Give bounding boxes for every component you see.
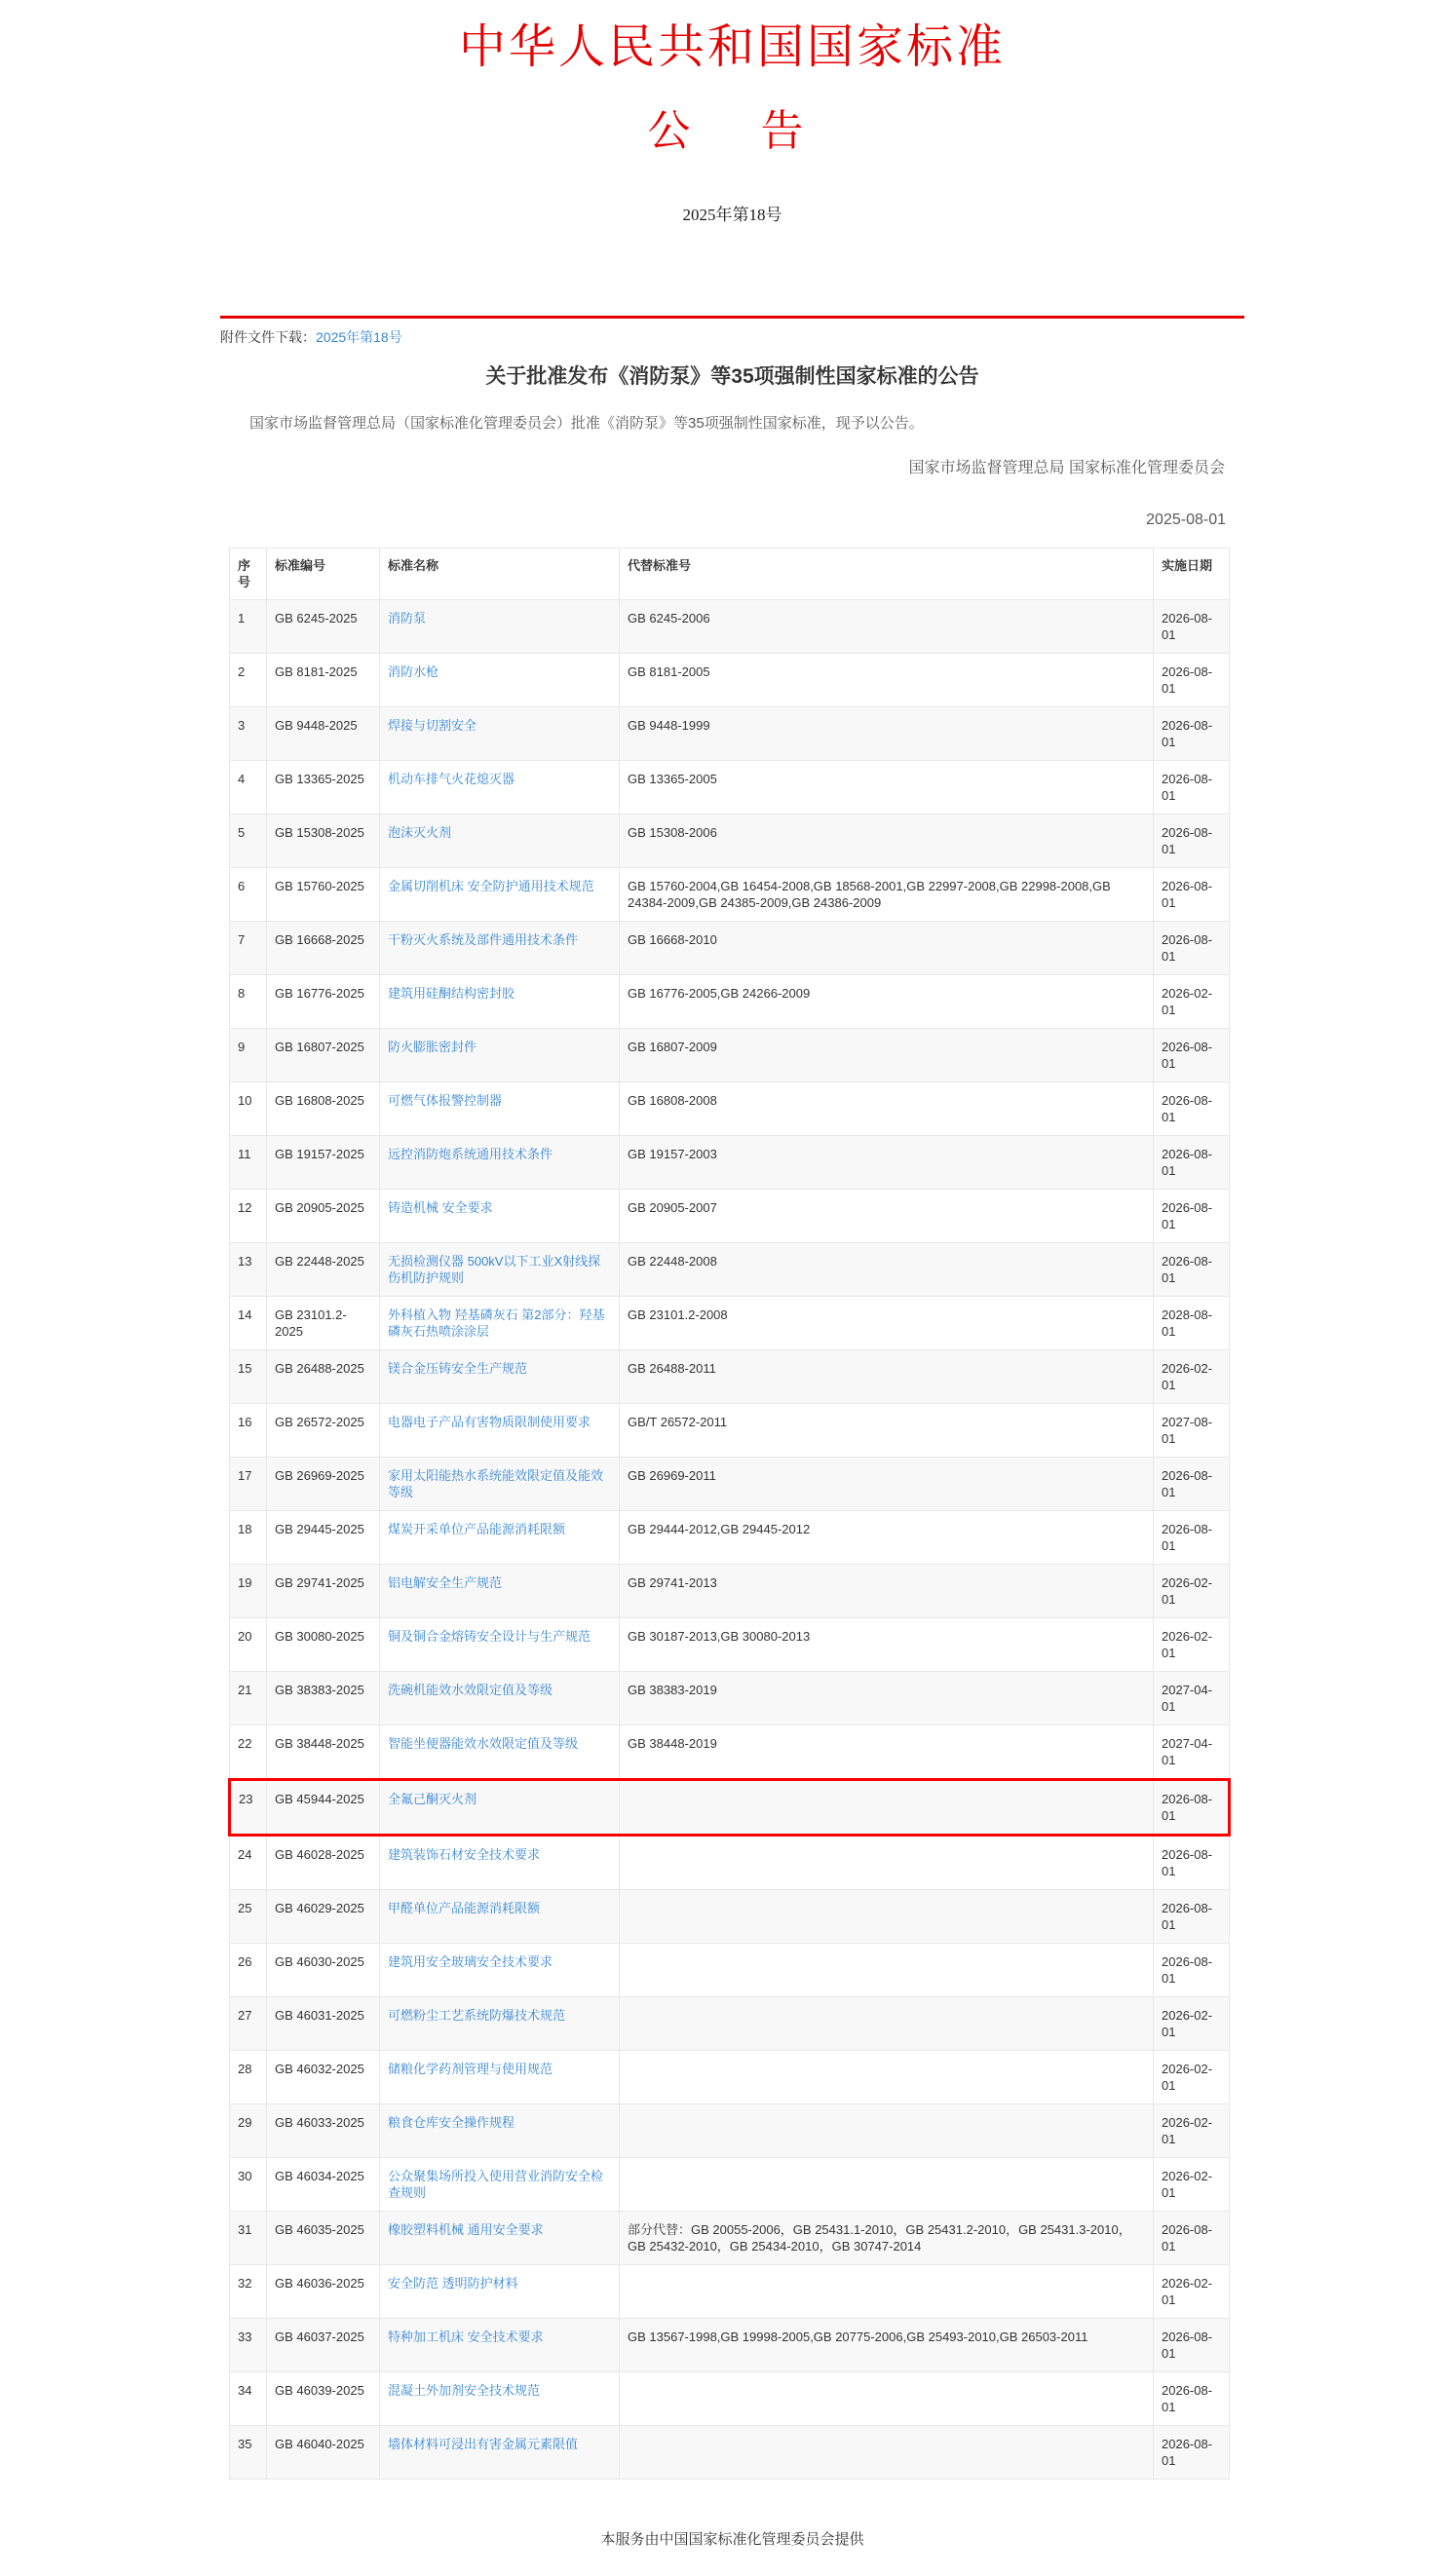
row-seq-cell: 18: [230, 1511, 267, 1565]
row-date-cell: 2026-08-01: [1154, 2319, 1230, 2372]
row-replaced-cell: GB 26969-2011: [620, 1458, 1154, 1511]
row-seq-cell: 3: [230, 707, 267, 761]
row-seq-cell: 24: [230, 1836, 267, 1890]
row-code-cell: GB 46039-2025: [267, 2372, 380, 2426]
row-seq-cell: 23: [230, 1780, 267, 1836]
row-replaced-cell: [620, 1780, 1154, 1836]
row-replaced-cell: [620, 1890, 1154, 1944]
standard-name-link[interactable]: 混凝土外加剂安全技术规范: [388, 2383, 541, 2398]
row-seq-cell: 19: [230, 1565, 267, 1618]
row-date-cell: 2026-08-01: [1154, 600, 1230, 654]
row-code-cell: GB 20905-2025: [267, 1190, 380, 1243]
row-seq-cell: 10: [230, 1082, 267, 1136]
row-code-cell: GB 38383-2025: [267, 1672, 380, 1725]
table-row: [230, 814, 1230, 868]
row-replaced-cell: GB 19157-2003: [620, 1136, 1154, 1190]
standard-name-link[interactable]: 煤炭开采单位产品能源消耗限额: [388, 1522, 566, 1536]
row-replaced-cell: [620, 2104, 1154, 2158]
row-name-cell: [380, 2212, 620, 2265]
table-header-row: [230, 549, 1230, 600]
table-row: [230, 1997, 1230, 2051]
standard-name-link[interactable]: 铜及铜合金熔铸安全设计与生产规范: [388, 1629, 591, 1644]
row-date-cell: 2026-02-01: [1154, 2051, 1230, 2104]
row-code-cell: GB 16668-2025: [267, 922, 380, 975]
row-name-cell: [380, 2265, 620, 2319]
attachment-download-label: 附件文件下载：: [220, 329, 316, 345]
table-row: [230, 2372, 1230, 2426]
row-date-cell: 2027-04-01: [1154, 1725, 1230, 1780]
row-name-cell: [380, 2051, 620, 2104]
standard-name-link[interactable]: 洗碗机能效水效限定值及等级: [388, 1683, 553, 1697]
row-code-cell: GB 46029-2025: [267, 1890, 380, 1944]
row-date-cell: 2026-08-01: [1154, 1029, 1230, 1082]
standard-name-link[interactable]: 防火膨胀密封件: [388, 1040, 477, 1054]
row-code-cell: GB 46037-2025: [267, 2319, 380, 2372]
standard-name-link[interactable]: 全氟己酮灭火剂: [388, 1792, 477, 1806]
table-row: [230, 975, 1230, 1029]
table-row: [230, 1944, 1230, 1997]
standard-name-link[interactable]: 储粮化学药剂管理与使用规范: [388, 2062, 553, 2076]
standard-name-link[interactable]: 消防泵: [388, 611, 427, 625]
standard-name-link[interactable]: 橡胶塑料机械 通用安全要求: [388, 2222, 544, 2237]
row-name-cell: [380, 1672, 620, 1725]
standard-name-link[interactable]: 干粉灭火系统及部件通用技术条件: [388, 932, 579, 947]
row-code-cell: GB 15308-2025: [267, 814, 380, 868]
row-date-cell: 2026-08-01: [1154, 761, 1230, 814]
row-name-cell: [380, 2426, 620, 2480]
row-seq-cell: 30: [230, 2158, 267, 2212]
table-row: [230, 2158, 1230, 2212]
row-replaced-cell: GB 29444-2012,GB 29445-2012: [620, 1511, 1154, 1565]
row-replaced-cell: [620, 2372, 1154, 2426]
row-seq-cell: 31: [230, 2212, 267, 2265]
row-name-cell: [380, 2372, 620, 2426]
standard-name-link[interactable]: 甲醛单位产品能源消耗限额: [388, 1901, 541, 1915]
row-date-cell: 2026-08-01: [1154, 2212, 1230, 2265]
table-row: [230, 654, 1230, 707]
row-seq-cell: 25: [230, 1890, 267, 1944]
table-row: [230, 1404, 1230, 1458]
row-code-cell: GB 45944-2025: [267, 1780, 380, 1836]
row-seq-cell: 32: [230, 2265, 267, 2319]
row-replaced-cell: [620, 2051, 1154, 2104]
row-replaced-cell: GB 23101.2-2008: [620, 1297, 1154, 1350]
issue-number: 2025年第18号: [682, 206, 782, 224]
row-code-cell: GB 8181-2025: [267, 654, 380, 707]
standard-name-link[interactable]: 智能坐便器能效水效限定值及等级: [388, 1736, 579, 1751]
announcement-title: 关于批准发布《消防泵》等35项强制性国家标准的公告: [485, 365, 979, 388]
red-divider: [220, 316, 1244, 319]
row-replaced-cell: [620, 2158, 1154, 2212]
table-row: [230, 2319, 1230, 2372]
row-seq-cell: 16: [230, 1404, 267, 1458]
row-code-cell: GB 16776-2025: [267, 975, 380, 1029]
row-replaced-cell: GB 13567-1998,GB 19998-2005,GB 20775-2006,GB 25493-2010,GB 26503-2011: [620, 2319, 1154, 2372]
standard-name-link[interactable]: 公众聚集场所投入使用营业消防安全检查规则: [388, 2169, 604, 2200]
standard-name-link[interactable]: 粮食仓库安全操作规程: [388, 2115, 515, 2130]
standard-name-link[interactable]: 可燃气体报警控制器: [388, 1093, 503, 1108]
table-row: [230, 1458, 1230, 1511]
table-row: [230, 1780, 1230, 1836]
row-date-cell: 2026-08-01: [1154, 1890, 1230, 1944]
row-seq-cell: 27: [230, 1997, 267, 2051]
row-replaced-cell: GB 15760-2004,GB 16454-2008,GB 18568-2001,GB 22997-2008,GB 22998-2008,GB 24384-2009,GB 24385-2009,GB 24386-2009: [620, 868, 1154, 922]
row-seq-cell: 11: [230, 1136, 267, 1190]
row-date-cell: 2026-02-01: [1154, 1997, 1230, 2051]
row-date-cell: 2026-08-01: [1154, 1836, 1230, 1890]
row-name-cell: [380, 2104, 620, 2158]
attachment-link[interactable]: 2025年第18号: [316, 329, 402, 345]
row-date-cell: 2026-08-01: [1154, 1243, 1230, 1297]
table-row: [230, 1836, 1230, 1890]
row-date-cell: 2026-08-01: [1154, 922, 1230, 975]
row-date-cell: 2026-02-01: [1154, 1565, 1230, 1618]
row-date-cell: 2026-02-01: [1154, 2104, 1230, 2158]
row-seq-cell: 4: [230, 761, 267, 814]
row-name-cell: [380, 1458, 620, 1511]
row-date-cell: 2026-08-01: [1154, 1082, 1230, 1136]
table-row: [230, 1672, 1230, 1725]
announcement-body: 国家市场监督管理总局（国家标准化管理委员会）批准《消防泵》等35项强制性国家标准，现予以公告。: [249, 415, 924, 432]
announcement-header: 公 告: [647, 107, 818, 155]
row-name-cell: [380, 1243, 620, 1297]
row-name-cell: [380, 654, 620, 707]
row-date-cell: 2027-04-01: [1154, 1672, 1230, 1725]
row-date-cell: 2026-02-01: [1154, 975, 1230, 1029]
standard-name-link[interactable]: 建筑装饰石材安全技术要求: [388, 1847, 541, 1862]
table-row: [230, 1243, 1230, 1297]
table-row: [230, 1890, 1230, 1944]
row-code-cell: GB 30080-2025: [267, 1618, 380, 1672]
row-code-cell: GB 46040-2025: [267, 2426, 380, 2480]
row-seq-cell: 1: [230, 600, 267, 654]
standard-name-link[interactable]: 建筑用安全玻璃安全技术要求: [388, 1954, 553, 1969]
row-replaced-cell: [620, 2265, 1154, 2319]
row-replaced-cell: [620, 1997, 1154, 2051]
row-replaced-cell: GB 29741-2013: [620, 1565, 1154, 1618]
row-name-cell: [380, 1618, 620, 1672]
row-seq-cell: 14: [230, 1297, 267, 1350]
row-date-cell: 2026-02-01: [1154, 1350, 1230, 1404]
row-seq-cell: 20: [230, 1618, 267, 1672]
table-row: [230, 2104, 1230, 2158]
col-header-replaced: 代替标准号: [620, 549, 1154, 600]
row-code-cell: GB 29741-2025: [267, 1565, 380, 1618]
col-header-code: 标准编号: [267, 549, 380, 600]
standard-name-link[interactable]: 远控消防炮系统通用技术条件: [388, 1147, 553, 1161]
row-code-cell: GB 38448-2025: [267, 1725, 380, 1780]
row-seq-cell: 15: [230, 1350, 267, 1404]
table-row: [230, 1136, 1230, 1190]
row-seq-cell: 13: [230, 1243, 267, 1297]
standard-name-link[interactable]: 铝电解安全生产规范: [388, 1575, 503, 1590]
national-standard-header: 中华人民共和国国家标准: [458, 21, 1006, 73]
table-row: [230, 600, 1230, 654]
standard-name-link[interactable]: 建筑用硅酮结构密封胶: [388, 986, 515, 1001]
table-row: [230, 1029, 1230, 1082]
row-name-cell: [380, 2319, 620, 2372]
row-replaced-cell: GB 16776-2005,GB 24266-2009: [620, 975, 1154, 1029]
table-row: [230, 868, 1230, 922]
row-seq-cell: 9: [230, 1029, 267, 1082]
row-date-cell: 2026-08-01: [1154, 868, 1230, 922]
row-date-cell: 2026-02-01: [1154, 2265, 1230, 2319]
row-name-cell: [380, 1082, 620, 1136]
row-code-cell: GB 13365-2025: [267, 761, 380, 814]
row-date-cell: 2026-08-01: [1154, 707, 1230, 761]
row-name-cell: [380, 761, 620, 814]
row-seq-cell: 22: [230, 1725, 267, 1780]
row-name-cell: [380, 975, 620, 1029]
table-row: [230, 1725, 1230, 1780]
row-name-cell: [380, 1725, 620, 1780]
row-seq-cell: 5: [230, 814, 267, 868]
table-row: [230, 2265, 1230, 2319]
row-code-cell: GB 15760-2025: [267, 868, 380, 922]
row-seq-cell: 21: [230, 1672, 267, 1725]
row-date-cell: 2026-08-01: [1154, 2372, 1230, 2426]
row-date-cell: 2026-08-01: [1154, 1511, 1230, 1565]
row-code-cell: GB 26488-2025: [267, 1350, 380, 1404]
row-name-cell: [380, 1997, 620, 2051]
row-date-cell: 2026-08-01: [1154, 1190, 1230, 1243]
row-name-cell: [380, 1780, 620, 1836]
row-code-cell: GB 46036-2025: [267, 2265, 380, 2319]
issue-date: 2025-08-01: [1146, 511, 1226, 528]
row-name-cell: [380, 1944, 620, 1997]
row-replaced-cell: GB 30187-2013,GB 30080-2013: [620, 1618, 1154, 1672]
row-date-cell: 2026-08-01: [1154, 1458, 1230, 1511]
standard-name-link[interactable]: 镁合金压铸安全生产规范: [388, 1361, 528, 1376]
standard-name-link[interactable]: 特种加工机床 安全技术要求: [388, 2330, 544, 2344]
row-replaced-cell: GB 6245-2006: [620, 600, 1154, 654]
row-code-cell: GB 46032-2025: [267, 2051, 380, 2104]
table-row: [230, 2212, 1230, 2265]
row-seq-cell: 29: [230, 2104, 267, 2158]
row-date-cell: 2026-08-01: [1154, 1136, 1230, 1190]
row-seq-cell: 28: [230, 2051, 267, 2104]
row-name-cell: [380, 1190, 620, 1243]
row-name-cell: [380, 922, 620, 975]
row-seq-cell: 6: [230, 868, 267, 922]
row-replaced-cell: GB 13365-2005: [620, 761, 1154, 814]
row-code-cell: GB 19157-2025: [267, 1136, 380, 1190]
standard-name-link[interactable]: 安全防范 透明防护材料: [388, 2276, 518, 2291]
table-row: [230, 707, 1230, 761]
row-replaced-cell: GB/T 26572-2011: [620, 1404, 1154, 1458]
row-replaced-cell: [620, 1944, 1154, 1997]
row-name-cell: [380, 814, 620, 868]
row-replaced-cell: [620, 1836, 1154, 1890]
row-date-cell: 2026-08-01: [1154, 1780, 1230, 1836]
row-replaced-cell: GB 38448-2019: [620, 1725, 1154, 1780]
table-row: [230, 1618, 1230, 1672]
row-code-cell: GB 46033-2025: [267, 2104, 380, 2158]
row-code-cell: GB 22448-2025: [267, 1243, 380, 1297]
row-name-cell: [380, 1136, 620, 1190]
table-row: [230, 2051, 1230, 2104]
row-replaced-cell: GB 16808-2008: [620, 1082, 1154, 1136]
standard-name-link[interactable]: 电器电子产品有害物质限制使用要求: [388, 1415, 591, 1429]
standard-name-link[interactable]: 铸造机械 安全要求: [388, 1200, 493, 1215]
row-code-cell: GB 9448-2025: [267, 707, 380, 761]
standard-name-link[interactable]: 消防水枪: [388, 664, 439, 679]
row-replaced-cell: [620, 2426, 1154, 2480]
row-name-cell: [380, 1836, 620, 1890]
standard-name-link[interactable]: 墙体材料可浸出有害金属元素限值: [388, 2437, 579, 2451]
row-code-cell: GB 23101.2-2025: [267, 1297, 380, 1350]
row-seq-cell: 26: [230, 1944, 267, 1997]
col-header-name: 标准名称: [380, 549, 620, 600]
standard-name-link[interactable]: 焊接与切割安全: [388, 718, 477, 733]
table-row: [230, 1082, 1230, 1136]
row-name-cell: [380, 1890, 620, 1944]
footer-note: 本服务由中国国家标准化管理委员会提供: [600, 2531, 864, 2548]
row-replaced-cell: GB 16807-2009: [620, 1029, 1154, 1082]
standard-name-link[interactable]: 金属切削机床 安全防护通用技术规范: [388, 879, 594, 893]
standards-table: [228, 548, 1231, 2480]
table-row: [230, 2426, 1230, 2480]
standard-name-link[interactable]: 家用太阳能热水系统能效限定值及能效等级: [388, 1468, 604, 1499]
row-code-cell: GB 6245-2025: [267, 600, 380, 654]
row-replaced-cell: GB 15308-2006: [620, 814, 1154, 868]
row-name-cell: [380, 1511, 620, 1565]
row-replaced-cell: GB 22448-2008: [620, 1243, 1154, 1297]
col-header-seq: 序号: [230, 549, 267, 600]
row-code-cell: GB 46035-2025: [267, 2212, 380, 2265]
row-date-cell: 2026-02-01: [1154, 1618, 1230, 1672]
row-seq-cell: 2: [230, 654, 267, 707]
row-replaced-cell: GB 26488-2011: [620, 1350, 1154, 1404]
row-name-cell: [380, 1029, 620, 1082]
row-code-cell: GB 46031-2025: [267, 1997, 380, 2051]
table-row: [230, 761, 1230, 814]
row-replaced-cell: 部分代替：GB 20055-2006，GB 25431.1-2010，GB 25431.2-2010，GB 25431.3-2010，GB 25432-2010，GB 25434-2010，GB 30747-2014: [620, 2212, 1154, 2265]
row-code-cell: GB 46034-2025: [267, 2158, 380, 2212]
row-date-cell: 2026-08-01: [1154, 1944, 1230, 1997]
row-date-cell: 2026-08-01: [1154, 2426, 1230, 2480]
row-seq-cell: 7: [230, 922, 267, 975]
row-code-cell: GB 29445-2025: [267, 1511, 380, 1565]
row-code-cell: GB 26969-2025: [267, 1458, 380, 1511]
row-code-cell: GB 26572-2025: [267, 1404, 380, 1458]
row-date-cell: 2027-08-01: [1154, 1404, 1230, 1458]
table-row: [230, 1190, 1230, 1243]
row-seq-cell: 8: [230, 975, 267, 1029]
row-date-cell: 2026-08-01: [1154, 654, 1230, 707]
row-seq-cell: 33: [230, 2319, 267, 2372]
standard-name-link[interactable]: 泡沫灭火剂: [388, 825, 452, 840]
row-seq-cell: 34: [230, 2372, 267, 2426]
standards-table-body: [230, 600, 1230, 2480]
row-name-cell: [380, 1565, 620, 1618]
row-date-cell: 2026-02-01: [1154, 2158, 1230, 2212]
row-replaced-cell: GB 8181-2005: [620, 654, 1154, 707]
row-replaced-cell: GB 16668-2010: [620, 922, 1154, 975]
row-seq-cell: 17: [230, 1458, 267, 1511]
standard-name-link[interactable]: 外科植入物 羟基磷灰石 第2部分：羟基磷灰石热喷涂涂层: [388, 1307, 605, 1339]
row-date-cell: 2028-08-01: [1154, 1297, 1230, 1350]
row-replaced-cell: GB 9448-1999: [620, 707, 1154, 761]
row-name-cell: [380, 600, 620, 654]
standard-name-link[interactable]: 可燃粉尘工艺系统防爆技术规范: [388, 2008, 566, 2023]
col-header-date: 实施日期: [1154, 549, 1230, 600]
table-row: [230, 1297, 1230, 1350]
row-seq-cell: 12: [230, 1190, 267, 1243]
row-date-cell: 2026-08-01: [1154, 814, 1230, 868]
standard-name-link[interactable]: 机动车排气火花熄灭器: [388, 772, 515, 786]
row-name-cell: [380, 2158, 620, 2212]
table-row: [230, 922, 1230, 975]
row-name-cell: [380, 1350, 620, 1404]
row-code-cell: GB 46030-2025: [267, 1944, 380, 1997]
attachment-row: [220, 327, 1244, 347]
row-replaced-cell: GB 20905-2007: [620, 1190, 1154, 1243]
row-name-cell: [380, 1404, 620, 1458]
document-page: [220, 0, 1244, 2576]
table-row: [230, 1511, 1230, 1565]
table-row: [230, 1350, 1230, 1404]
row-name-cell: [380, 707, 620, 761]
row-code-cell: GB 46028-2025: [267, 1836, 380, 1890]
issuing-authority: 国家市场监督管理总局 国家标准化管理委员会: [908, 460, 1225, 476]
row-name-cell: [380, 868, 620, 922]
row-replaced-cell: GB 38383-2019: [620, 1672, 1154, 1725]
table-row: [230, 1565, 1230, 1618]
row-code-cell: GB 16807-2025: [267, 1029, 380, 1082]
row-name-cell: [380, 1297, 620, 1350]
standard-name-link[interactable]: 无损检测仪器 500kV以下工业X射线探伤机防护规则: [388, 1254, 601, 1285]
row-code-cell: GB 16808-2025: [267, 1082, 380, 1136]
row-seq-cell: 35: [230, 2426, 267, 2480]
